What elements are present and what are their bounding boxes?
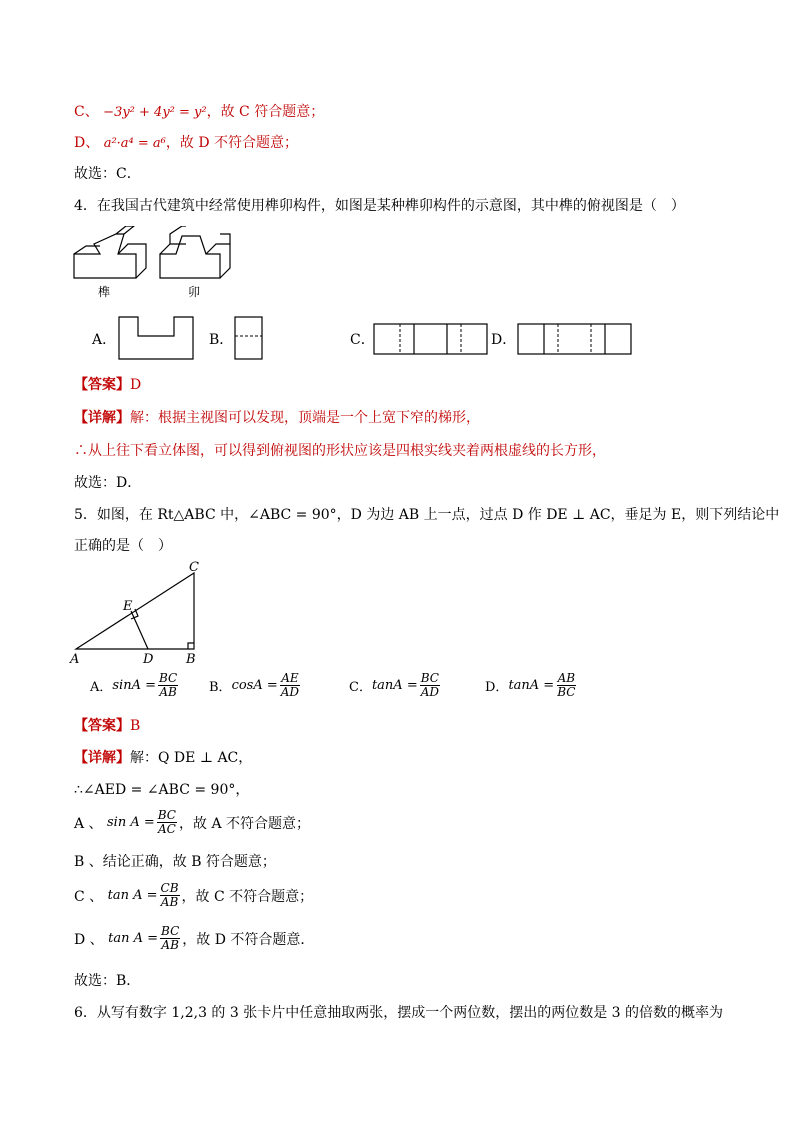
analysis-text: ，故 A 不符合题意；	[179, 815, 311, 832]
q4-answer	[74, 375, 141, 395]
math-expression: a²·a⁴ = a⁶	[103, 136, 166, 151]
answer-value: B	[130, 718, 141, 734]
q5-choice: 故选：B．	[74, 973, 141, 989]
fig-label-sun: 榫	[98, 285, 111, 299]
q5-option-c	[349, 672, 442, 699]
denominator: AD	[280, 685, 300, 699]
option-label: D．	[485, 680, 509, 695]
q5-analysis-d	[74, 925, 314, 952]
q4-option-c-label: C．	[350, 332, 375, 348]
analysis-text: ，故 C 不符合题意；	[181, 888, 314, 905]
fraction	[556, 672, 576, 699]
q4-option-b-label: B．	[209, 332, 234, 348]
q4-option-d-figure	[517, 323, 633, 355]
analysis-label: A 、	[74, 815, 103, 832]
q3-option-c-line	[74, 102, 324, 123]
q6-stem: 6．从写有数字 1,2,3 的 3 张卡片中任意抽取两张，摆成一个两位数，摆出的两位数是 3 的倍数的概率为	[74, 1005, 724, 1021]
option-label: D、	[74, 135, 100, 151]
answer-value: D	[130, 377, 142, 393]
q4-detail-1	[74, 408, 480, 428]
option-label: A．	[90, 680, 113, 695]
q3-option-d-line	[74, 133, 298, 154]
q4-detail-2: ∴从上往下看立体图，可以得到俯视图的形状应该是四根实线夹着两根虚线的长方形，	[74, 443, 606, 459]
numerator: BC	[159, 671, 178, 685]
q5-answer	[74, 716, 140, 736]
q4-stem: 4．在我国古代建筑中经常使用榫卯构件，如图是某种榫卯构件的示意图，其中榫的俯视图是（ ）	[74, 198, 685, 214]
q5-analysis-a	[74, 809, 310, 836]
q4-tenon-mortise-figure	[70, 226, 240, 302]
math-expression: −3y² + 4y² = y²	[103, 105, 207, 120]
option-fn: sinA =	[112, 678, 157, 693]
fraction	[157, 809, 177, 836]
answer-tag: 【答案】	[74, 718, 130, 734]
option-label: B．	[209, 680, 232, 695]
numerator: BC	[161, 924, 180, 938]
fig-label-c: C	[189, 560, 199, 575]
q5-option-b	[209, 672, 302, 699]
analysis-fn: tan A =	[107, 888, 158, 903]
q5-stem-1: 5．如图，在 Rt△ABC 中，∠ABC = 90°，D 为边 AB 上一点，过点 D 作 DE ⊥ AC，垂足为 E，则下列结论中	[74, 507, 780, 523]
q4-option-c-figure	[373, 323, 489, 355]
analysis-text: ，故 D 不符合题意．	[182, 931, 315, 948]
q4-option-d-label: D．	[491, 332, 517, 348]
option-fn: tanA =	[508, 678, 555, 693]
analysis-label: C 、	[74, 888, 104, 905]
fig-label-d: D	[143, 652, 154, 667]
option-text: ，故 C 符合题意；	[206, 104, 325, 120]
q5-analysis-b: B 、结论正确，故 B 符合题意；	[74, 854, 276, 870]
detail-text: 解：根据主视图可以发现，顶端是一个上宽下窄的梯形，	[130, 410, 480, 426]
answer-tag: 【答案】	[74, 377, 130, 393]
q5-detail-1	[74, 748, 252, 768]
analysis-label: D 、	[74, 931, 104, 948]
denominator: AB	[159, 685, 177, 699]
numerator: AE	[281, 671, 299, 685]
numerator: AB	[557, 671, 576, 685]
detail-tag: 【详解】	[74, 750, 130, 766]
detail-tag: 【详解】	[74, 410, 130, 426]
analysis-fn: sin A =	[107, 815, 155, 830]
q5-stem-2: 正确的是（ ）	[74, 538, 172, 554]
option-fn: cosA =	[231, 678, 278, 693]
fraction	[158, 672, 178, 699]
fraction	[160, 925, 180, 952]
denominator: AD	[420, 685, 440, 699]
fig-label-e: E	[123, 599, 133, 614]
denominator: BC	[557, 685, 576, 699]
q5-analysis-c	[74, 882, 313, 909]
denominator: AB	[161, 938, 179, 952]
analysis-fn: tan A =	[108, 931, 159, 946]
q4-option-b-figure	[234, 316, 264, 360]
q3-choice: 故选：C．	[74, 166, 141, 182]
numerator: CB	[160, 881, 179, 895]
fraction	[420, 672, 440, 699]
detail-text: 解：Q DE ⊥ AC，	[130, 750, 253, 766]
option-text: ，故 D 不符合题意；	[165, 135, 298, 151]
option-fn: tanA =	[371, 678, 418, 693]
option-label: C．	[349, 680, 372, 695]
fig-label-a: A	[70, 652, 80, 667]
fraction	[280, 672, 300, 699]
fraction	[160, 882, 180, 909]
q5-detail-2: ∴∠AED = ∠ABC = 90°，	[74, 782, 250, 798]
denominator: AB	[160, 895, 179, 909]
q4-option-a-figure	[118, 316, 194, 360]
fig-label-b: B	[186, 652, 196, 667]
denominator: AC	[157, 822, 176, 836]
q5-option-a	[90, 672, 180, 699]
q5-option-d	[485, 672, 578, 699]
numerator: BC	[157, 808, 176, 822]
numerator: BC	[420, 671, 439, 685]
q4-option-a-label: A．	[92, 332, 117, 348]
fig-label-mao: 卯	[188, 285, 201, 299]
option-label: C、	[74, 104, 99, 120]
q4-choice: 故选：D．	[74, 475, 142, 491]
q5-triangle-figure	[68, 558, 208, 668]
